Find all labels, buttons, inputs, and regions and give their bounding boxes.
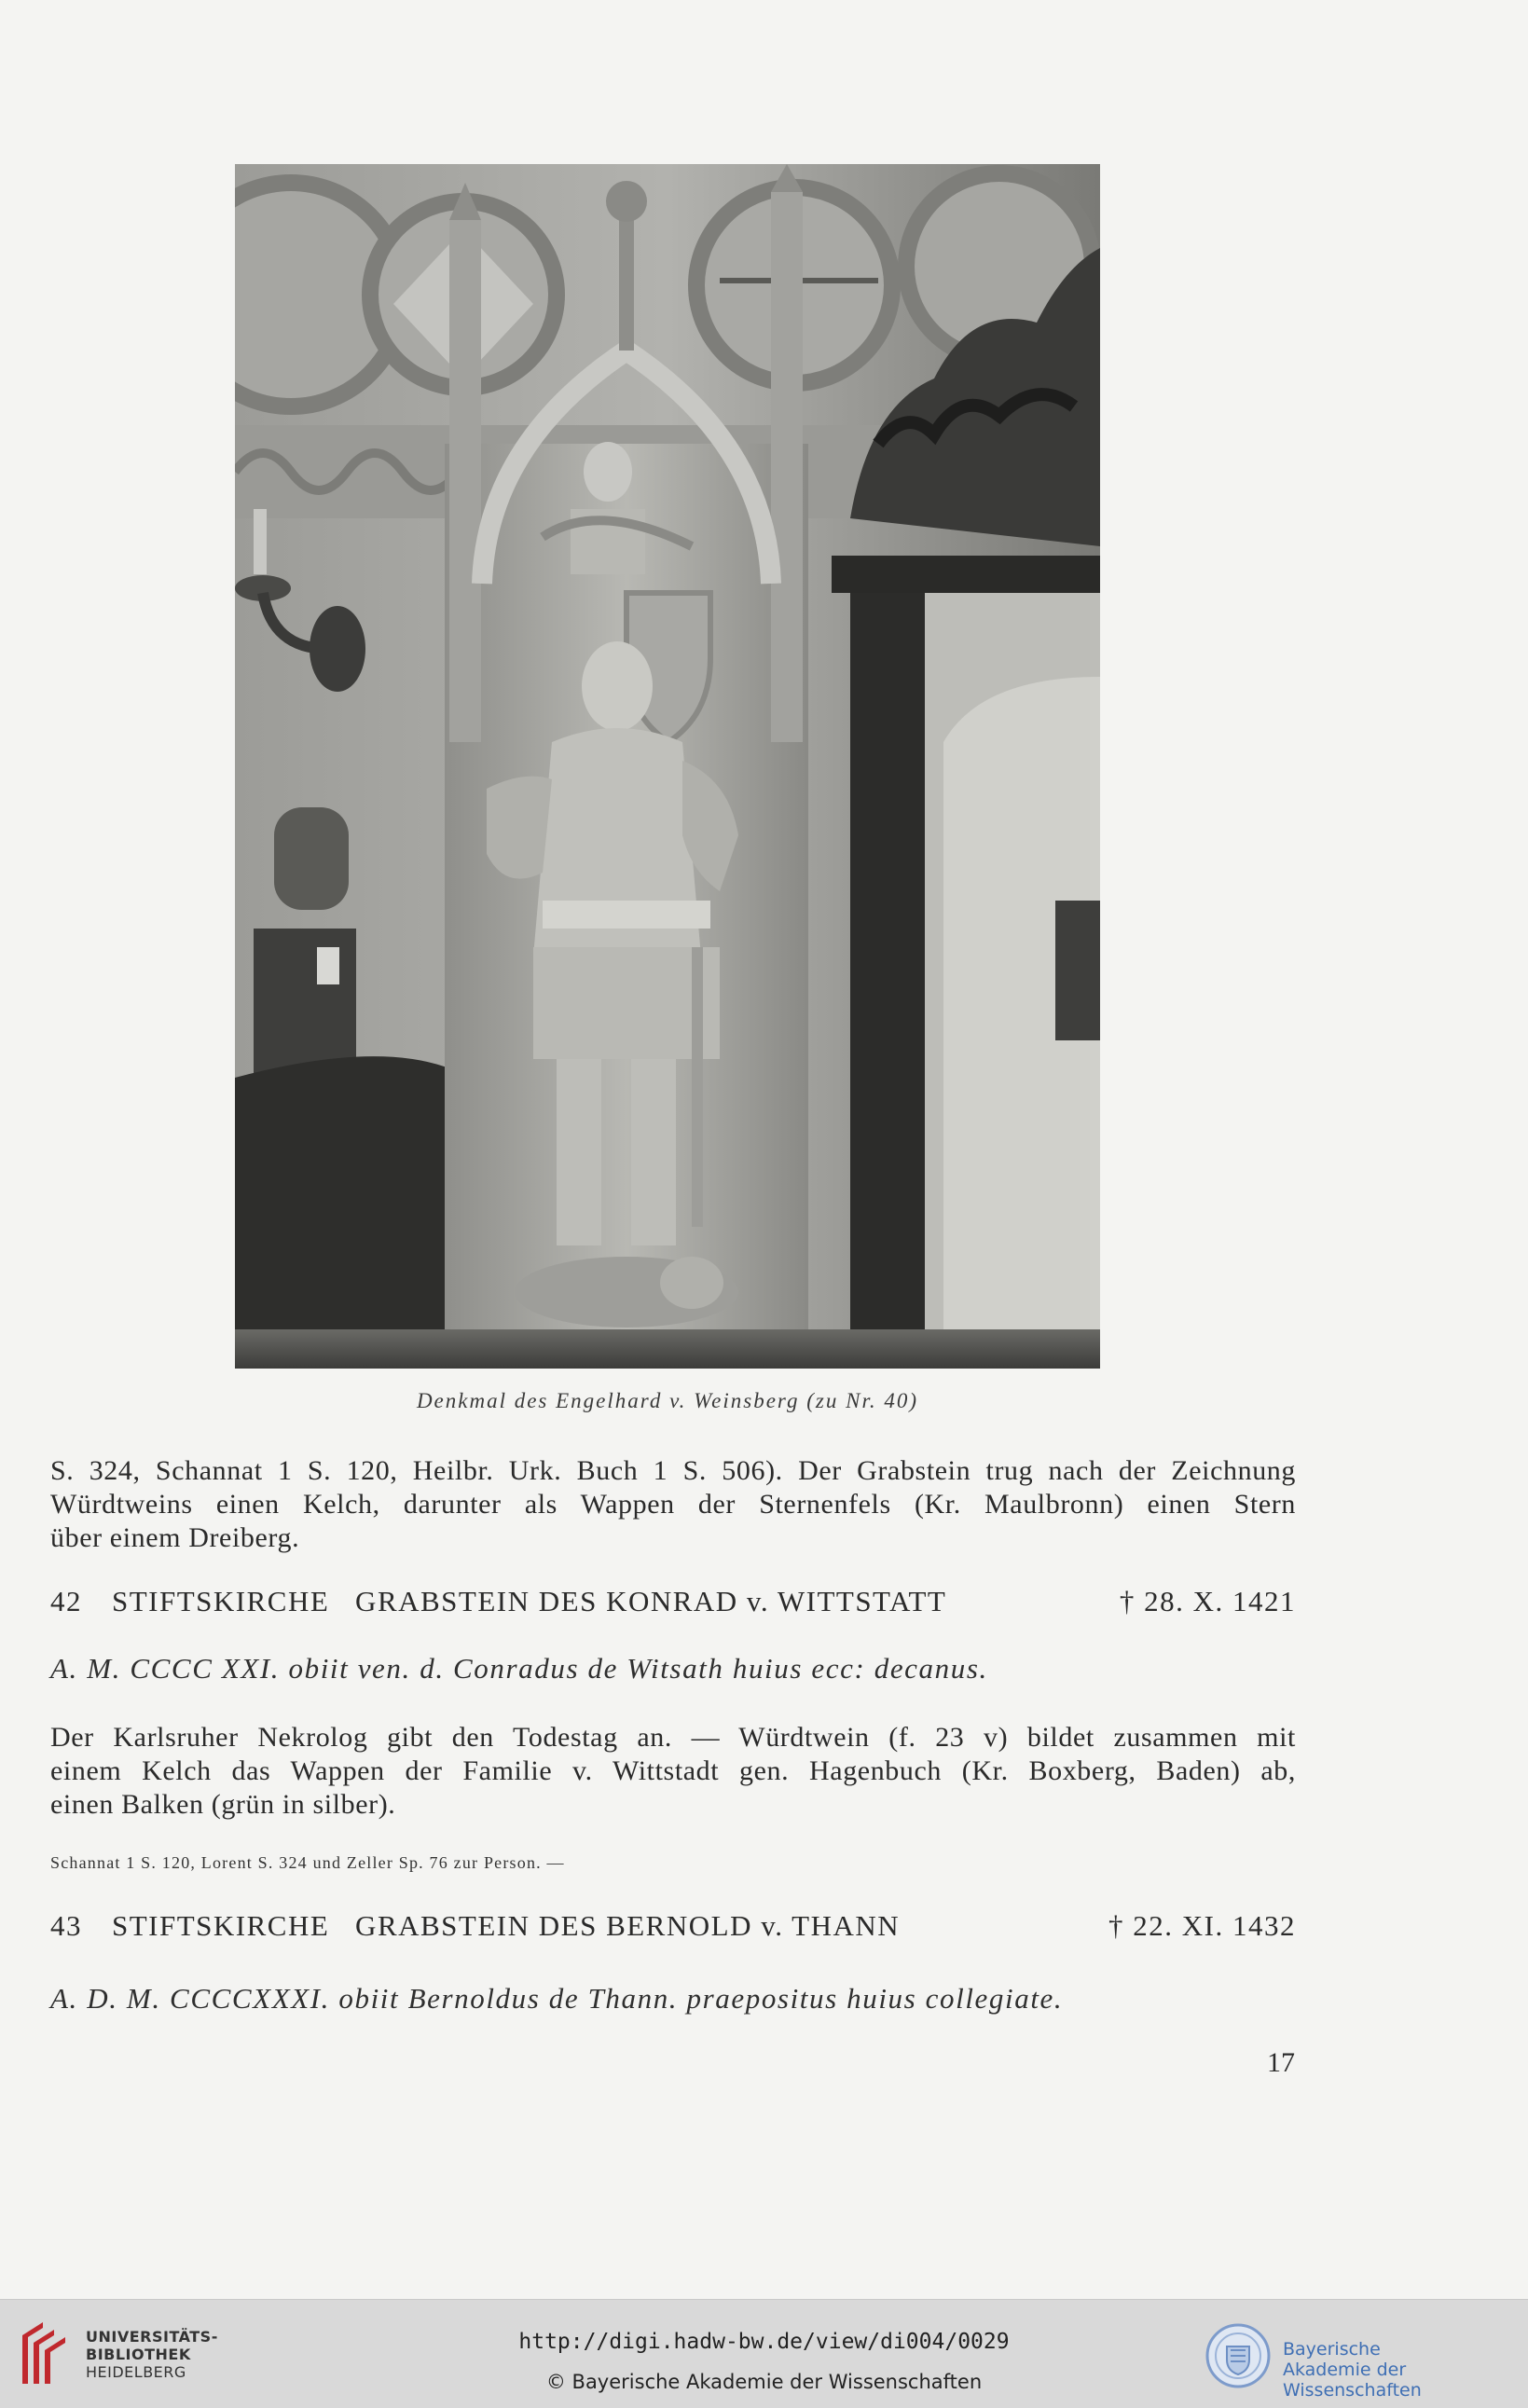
permalink-url[interactable]: http://digi.hadw-bw.de/view/di004/0029 [518,2330,1010,2354]
baw-line: Akademie der Wissenschaften [1283,2360,1422,2401]
entry-title: STIFTSKIRCHE GRABSTEIN DES KONRAD v. WITTSTATT [112,1585,947,1617]
text-line: S. 324, Schannat 1 S. 120, Heilbr. Urk. Buch 1 S. 506). Der Grabstein trug nach der Zeichnung [50,1455,1296,1486]
entry-42-heading [50,1585,1296,1618]
ub-line: BIBLIOTHEK [86,2346,191,2363]
ub-line: UNIVERSITÄTS- [86,2328,218,2346]
text-line: einem Kelch das Wappen der Familie v. Wittstadt gen. Hagenbuch (Kr. Boxberg, Baden) ab, [50,1755,1296,1786]
memorial-relief-photo [235,164,1100,1369]
paragraph-intro [50,1454,1296,1555]
entry-43-inscription: A. D. M. CCCCXXXI. obiit Bernoldus de Thann. praepositus huius collegiate. [50,1982,1064,2015]
text-line: über einem Dreiberg. [50,1522,300,1553]
viewer-footer-bar [0,2299,1528,2408]
entry-43-heading [50,1909,1296,1943]
entry-number: 43 [50,1909,82,1942]
baw-line: Bayerische [1283,2339,1381,2360]
entry-42-inscription: A. M. CCCC XXI. obiit ven. d. Conradus de Witsath huius ecc: decanus. [50,1652,988,1685]
entry-number: 42 [50,1585,82,1617]
entry-42-commentary [50,1721,1296,1822]
entry-date: † 22. XI. 1432 [1108,1909,1296,1942]
figure-caption: Denkmal des Engelhard v. Weinsberg (zu Nr. 40) [416,1389,919,1412]
ub-line: HEIDELBERG [86,2363,186,2381]
baw-academy-seal-icon[interactable] [1205,2322,1272,2389]
photo-illustration [235,164,1100,1369]
copyright-notice: © Bayerische Akademie der Wissenschaften [545,2371,983,2393]
entry-42-bibliography-note: Schannat 1 S. 120, Lorent S. 324 und Zeller Sp. 76 zur Person. — [50,1853,565,1872]
text-line: Der Karlsruher Nekrolog gibt den Todestag an. — Würdtwein (f. 23 v) bildet zusammen mit [50,1722,1296,1753]
text-line: Würdtweins einen Kelch, darunter als Wappen der Sternenfels (Kr. Maulbronn) einen Stern [50,1489,1296,1520]
baw-academy-name [1283,2339,1528,2401]
page-number: 17 [1267,2047,1295,2078]
entry-title: STIFTSKIRCHE GRABSTEIN DES BERNOLD v. THANN [112,1909,901,1942]
entry-date: † 28. X. 1421 [1119,1585,1296,1617]
text-line: einen Balken (grün in silber). [50,1789,396,1820]
